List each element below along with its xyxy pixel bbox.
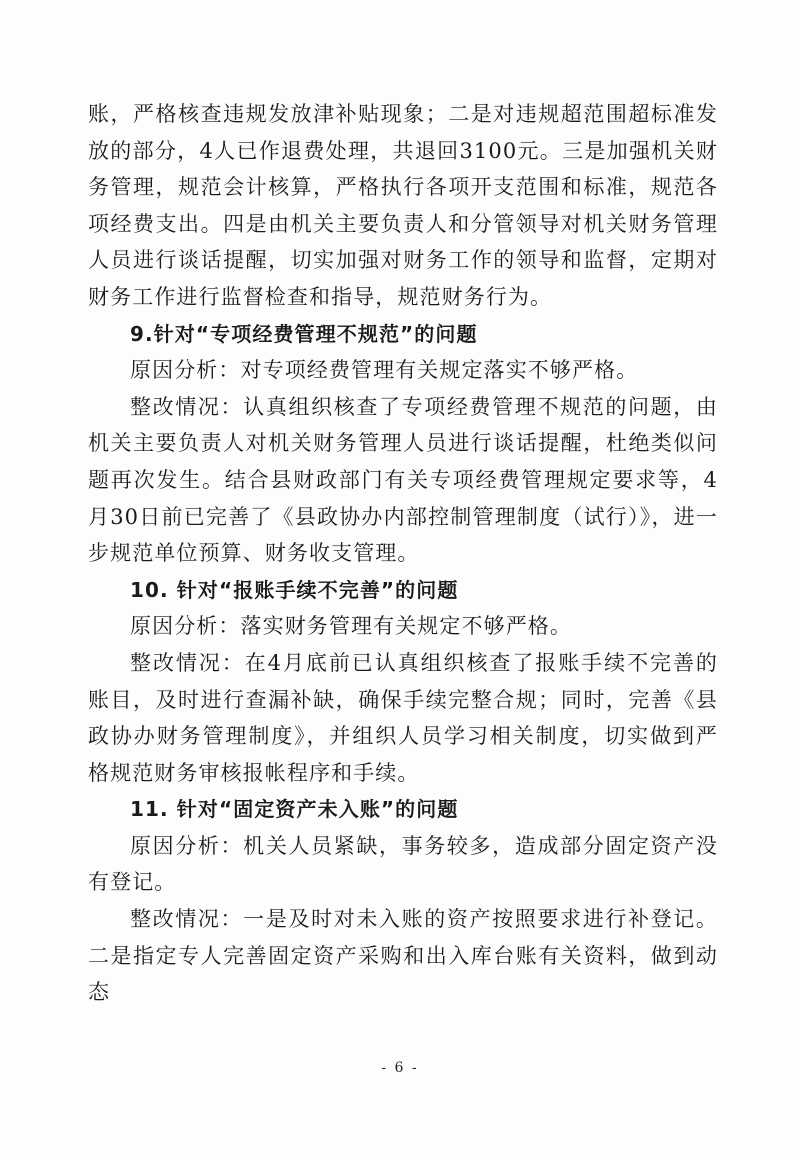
section-heading-11: 11. 针对“固定资产未入账”的问题 [130,797,459,822]
section-heading-9: 9.针对“专项经费管理不规范”的问题 [130,321,478,346]
section-heading-10: 10. 针对“报账手续不完善”的问题 [130,577,459,602]
page-number: - 6 - [381,1060,419,1076]
paragraph-rectification-10: 整改情况：在4月底前已认真组织核查了报账手续不完善的账目，及时进行查漏补缺，确保手续完整合规；同时，完善《县政协办财务管理制度》，并组织人员学习相关制度，切实做到严格规范财务审核报帐程序和手续。 [88,650,718,785]
paragraph-rectification-11: 整改情况：一是及时对未入账的资产按照要求进行补登记。二是指定专人完善固定资产采购和出入库台账有关资料，做到动态 [88,907,718,1005]
paragraph-continuation: 账，严格核查违规发放津补贴现象；二是对违规超范围超标准发放的部分，4人已作退费处理，共退回3100元。三是加强机关财务管理，规范会计核算，严格执行各项开支范围和标准，规范各项经费支出。四是由机关主要负责人和分管领导对机关财务管理人员进行谈话提醒，切实加强对财务工作的领导和监督，定期对财务工作进行监督检查和指导，规范财务行为。 [88,102,718,309]
paragraph-rectification-9: 整改情况：认真组织核查了专项经费管理不规范的问题，由机关主要负责人对机关财务管理人员进行谈话提醒，杜绝类似问题再次发生。结合县财政部门有关专项经费管理规定要求等，4月30日前已完善了《县政协办内部控制管理制度（试行）》，进一步规范单位预算、财务收支管理。 [88,394,718,566]
paragraph-cause-11: 原因分析：机关人员紧缺，事务较多，造成部分固定资产没有登记。 [88,833,718,895]
document-body [88,96,718,1011]
paragraph-cause-9: 原因分析：对专项经费管理有关规定落实不够严格。 [130,358,639,383]
paragraph-cause-10: 原因分析：落实财务管理有关规定不够严格。 [130,614,572,639]
